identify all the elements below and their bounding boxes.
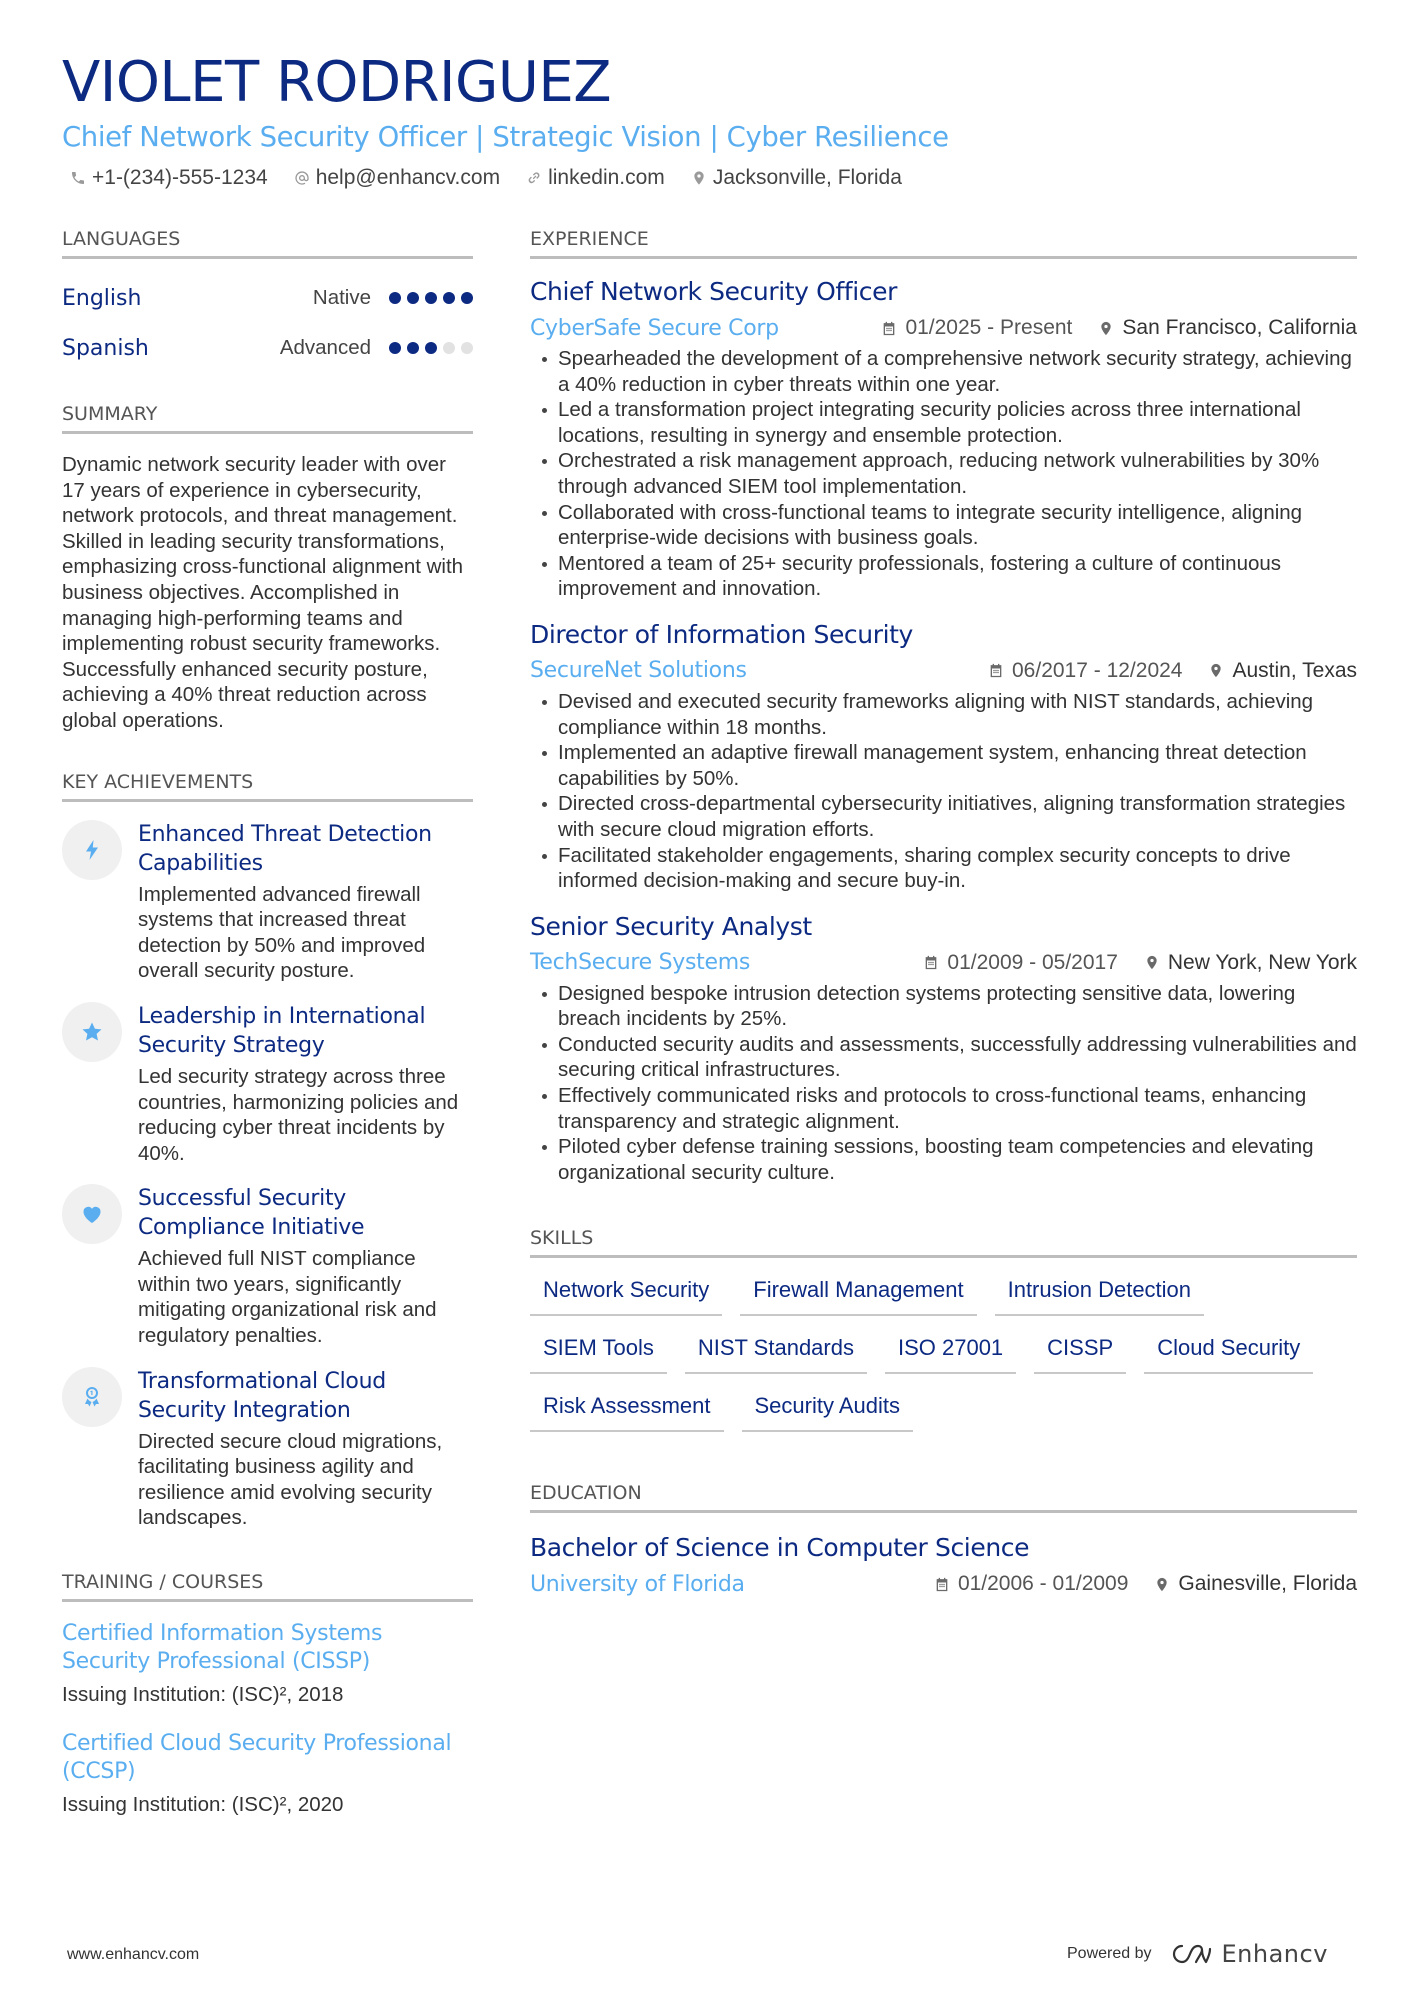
achievement-title: Leadership in International Security Strategy [138,1003,426,1058]
achievement-icon-badge [62,1002,122,1062]
company-name: SecureNet Solutions [530,658,747,684]
job-bullet: Conducted security audits and assessments, successfully addressing vulnerabilities and securing critical infrastructures. [530,1032,1357,1083]
course-item [62,1620,473,1708]
calendar-icon [934,1576,950,1593]
job-meta [530,312,1357,344]
language-item [62,273,473,323]
job-dates-text: 01/2025 - Present [905,316,1073,339]
achievement-icon-badge [62,820,122,880]
job-bullet: Spearheaded the development of a comprehensive network security strategy, achieving a 40% reduction in cyber threats within one year. [530,346,1357,397]
job-bullet: Implemented an adaptive firewall management system, enhancing threat detection capabilities by 50%. [530,740,1357,791]
skill-tag: Intrusion Detection [995,1276,1204,1316]
job-location-text: Austin, Texas [1232,658,1357,682]
contact-phone-text: +1-(234)-555-1234 [92,166,268,189]
job-bullets [530,981,1357,1186]
skill-tag: NIST Standards [685,1334,867,1374]
achievement-description: Achieved full NIST compliance within two years, significantly mitigating organizational risk and regulatory penalties. [138,1247,437,1348]
course-item [62,1730,473,1818]
job-location [1208,659,1357,683]
job-bullet: Directed cross-departmental cybersecurity initiatives, aligning transformation strategies with secure cloud migration efforts. [530,791,1357,842]
skill-tag: Network Security [530,1276,722,1316]
star-icon [80,1020,104,1044]
achievement-item [62,820,473,984]
language-name: Spanish [62,335,149,361]
job-location [1144,951,1357,975]
location-icon [1154,1576,1170,1593]
section-heading-experience: EXPERIENCE [530,226,1357,259]
job-dates-text: 06/2017 - 12/2024 [1012,658,1183,682]
contact-phone[interactable] [70,166,268,190]
achievement-title: Enhanced Threat Detection Capabilities [138,821,432,876]
resume-header [62,50,1352,190]
achievement-body [138,820,473,984]
achievement-item [62,1184,473,1348]
job-dates [923,951,1117,975]
dot-filled [389,342,401,354]
company-name: CyberSafe Secure Corp [530,315,779,341]
job-location [1098,316,1357,340]
achievement-title: Transformational Cloud Security Integration [138,1368,386,1423]
calendar-icon [988,662,1004,679]
languages-section [62,226,473,373]
course-institution: Issuing Institution: (ISC)², 2020 [62,1793,344,1817]
heart-icon [80,1202,104,1226]
achievement-icon-badge [62,1184,122,1244]
education-entry [530,1531,1357,1600]
powered-by-label: Powered by [1067,1945,1152,1962]
phone-icon [70,170,86,186]
job-entry [530,275,1357,602]
dot-filled [389,292,401,304]
job-bullet: Facilitated stakeholder engagements, sharing complex security concepts to drive informed decision-making and secure buy-in. [530,843,1357,894]
course-title: Certified Information Systems Security Professional (CISSP) [62,1621,383,1675]
achievement-item [62,1367,473,1531]
job-title: Chief Network Security Officer [530,277,897,306]
skill-tag: SIEM Tools [530,1334,667,1374]
job-bullet: Designed bespoke intrusion detection systems protecting sensitive data, lowering breach incidents by 25%. [530,981,1357,1032]
school-name: University of Florida [530,1571,745,1597]
job-dates [988,659,1182,683]
job-bullet: Effectively communicated risks and protocols to cross-functional teams, enhancing transparency and strategic alignment. [530,1083,1357,1134]
job-bullet: Piloted cyber defense training sessions, boosting team competencies and elevating organizational security culture. [530,1134,1357,1185]
education-section [530,1480,1357,1600]
job-meta [530,947,1357,979]
section-heading-skills: SKILLS [530,1225,1357,1258]
job-dates-text: 01/2009 - 05/2017 [947,950,1118,974]
candidate-name: VIOLET RODRIGUEZ [62,50,612,115]
calendar-icon [881,320,897,337]
dot-filled [425,292,437,304]
language-level: Advanced [279,336,371,359]
job-meta [530,655,1357,687]
experience-section [530,226,1357,1185]
company-name: TechSecure Systems [530,950,751,976]
contact-linkedin[interactable] [526,166,665,190]
at-icon [294,170,310,186]
contact-email[interactable] [294,166,500,190]
job-title: Senior Security Analyst [530,911,812,941]
education-location [1154,1572,1357,1596]
skill-tag: ISO 27001 [885,1334,1016,1374]
job-bullet: Orchestrated a risk management approach, reducing network vulnerabilities by 30% through advanced SIEM tool implementation. [530,448,1357,499]
summary-section [62,401,473,734]
section-heading-training: TRAINING / COURSES [62,1569,473,1602]
achievement-description: Directed secure cloud migrations, facilitating business agility and resilience amid evolving security landscapes. [138,1429,443,1530]
job-location-text: San Francisco, California [1122,316,1357,339]
achievements-section [62,769,473,1532]
job-bullets [530,346,1357,602]
contact-bar [62,166,1352,190]
enhancv-logo[interactable] [1166,1940,1328,1968]
location-icon [1208,662,1224,679]
job-entry [530,910,1357,1186]
location-icon [1144,954,1160,971]
link-icon [526,170,542,186]
job-bullet: Mentored a team of 25+ security professionals, fostering a culture of continuous improvement and innovation. [530,551,1357,602]
skill-tag: CISSP [1034,1334,1126,1374]
education-location-text: Gainesville, Florida [1178,1572,1357,1596]
training-section [62,1569,473,1818]
achievement-description: Led security strategy across three countries, harmonizing policies and reducing cyber threat incidents by 40%. [138,1064,459,1165]
job-location-text: New York, New York [1167,950,1357,974]
location-icon [1098,320,1114,337]
job-bullet: Collaborated with cross-functional teams to integrate security intelligence, aligning enterprise-wide decisions with business goals. [530,500,1357,551]
achievement-item [62,1002,473,1166]
language-name: English [62,285,142,311]
enhancv-brand-text: Enhancv [1221,1940,1328,1968]
footer-website-link[interactable]: www.enhancv.com [67,1946,200,1963]
language-item [62,323,473,373]
section-heading-summary: SUMMARY [62,401,473,434]
dot-filled [425,342,437,354]
proficiency-dots [389,342,473,354]
course-title: Certified Cloud Security Professional (CCSP) [62,1731,452,1785]
skill-tag: Risk Assessment [530,1392,724,1432]
achievement-description: Implemented advanced firewall systems that increased threat detection by 50% and improved overall security posture. [138,882,426,983]
powered-by [1067,1940,1328,1968]
right-column [530,226,1357,1600]
education-dates [934,1572,1128,1596]
contact-location-text: Jacksonville, Florida [712,166,902,189]
section-heading-languages: LANGUAGES [62,226,473,259]
dot-filled [461,292,473,304]
job-bullets [530,689,1357,894]
location-icon [691,170,707,186]
enhancv-logo-icon [1166,1941,1214,1967]
job-entry [530,618,1357,894]
job-dates [881,316,1072,340]
skill-tag: Security Audits [742,1392,914,1432]
left-column [62,226,473,1818]
dot-filled [443,292,455,304]
course-institution: Issuing Institution: (ISC)², 2018 [62,1683,344,1707]
achievement-body [138,1184,473,1348]
dot-filled [407,292,419,304]
achievement-body [138,1367,473,1531]
education-meta [530,1568,1357,1600]
section-heading-achievements: KEY ACHIEVEMENTS [62,769,473,802]
dot-empty [461,342,473,354]
section-heading-education: EDUCATION [530,1480,1357,1513]
skill-tag: Cloud Security [1144,1334,1313,1374]
degree-title: Bachelor of Science in Computer Science [530,1533,1030,1563]
achievement-icon-badge [62,1367,122,1427]
summary-text: Dynamic network security leader with over 17 years of experience in cybersecurity, network protocols, and threat management. Skilled in leading security transformations, emphasizing cross-functional alignment with business objectives. Accomplished in managing high-performing teams and implementing robust security frameworks. Successfully enhanced security posture, achieving a 40% threat reduction across global operations. [62,453,464,732]
calendar-icon [923,954,939,971]
skills-section [530,1225,1357,1432]
dot-filled [407,342,419,354]
proficiency-dots [389,292,473,304]
job-bullet: Devised and executed security frameworks aligning with NIST standards, achieving compliance within 18 months. [530,689,1357,740]
job-bullet: Led a transformation project integrating security policies across three international locations, resulting in synergy and ensemble protection. [530,397,1357,448]
contact-email-text: help@enhancv.com [315,166,501,189]
lightning-icon [80,838,104,862]
dot-empty [443,342,455,354]
candidate-title: Chief Network Security Officer | Strategic Vision | Cyber Resilience [62,121,949,153]
page-footer [0,1940,1410,1970]
achievement-title: Successful Security Compliance Initiative [138,1186,365,1241]
achievement-body [138,1002,473,1166]
language-list [62,273,473,373]
education-dates-text: 01/2006 - 01/2009 [957,1572,1129,1596]
award-ribbon-icon [80,1385,104,1409]
skill-tags [530,1276,1357,1432]
contact-linkedin-text: linkedin.com [548,166,665,189]
job-title: Director of Information Security [530,619,913,649]
skill-tag: Firewall Management [740,1276,976,1316]
language-level: Native [312,286,371,309]
contact-location [691,166,902,190]
